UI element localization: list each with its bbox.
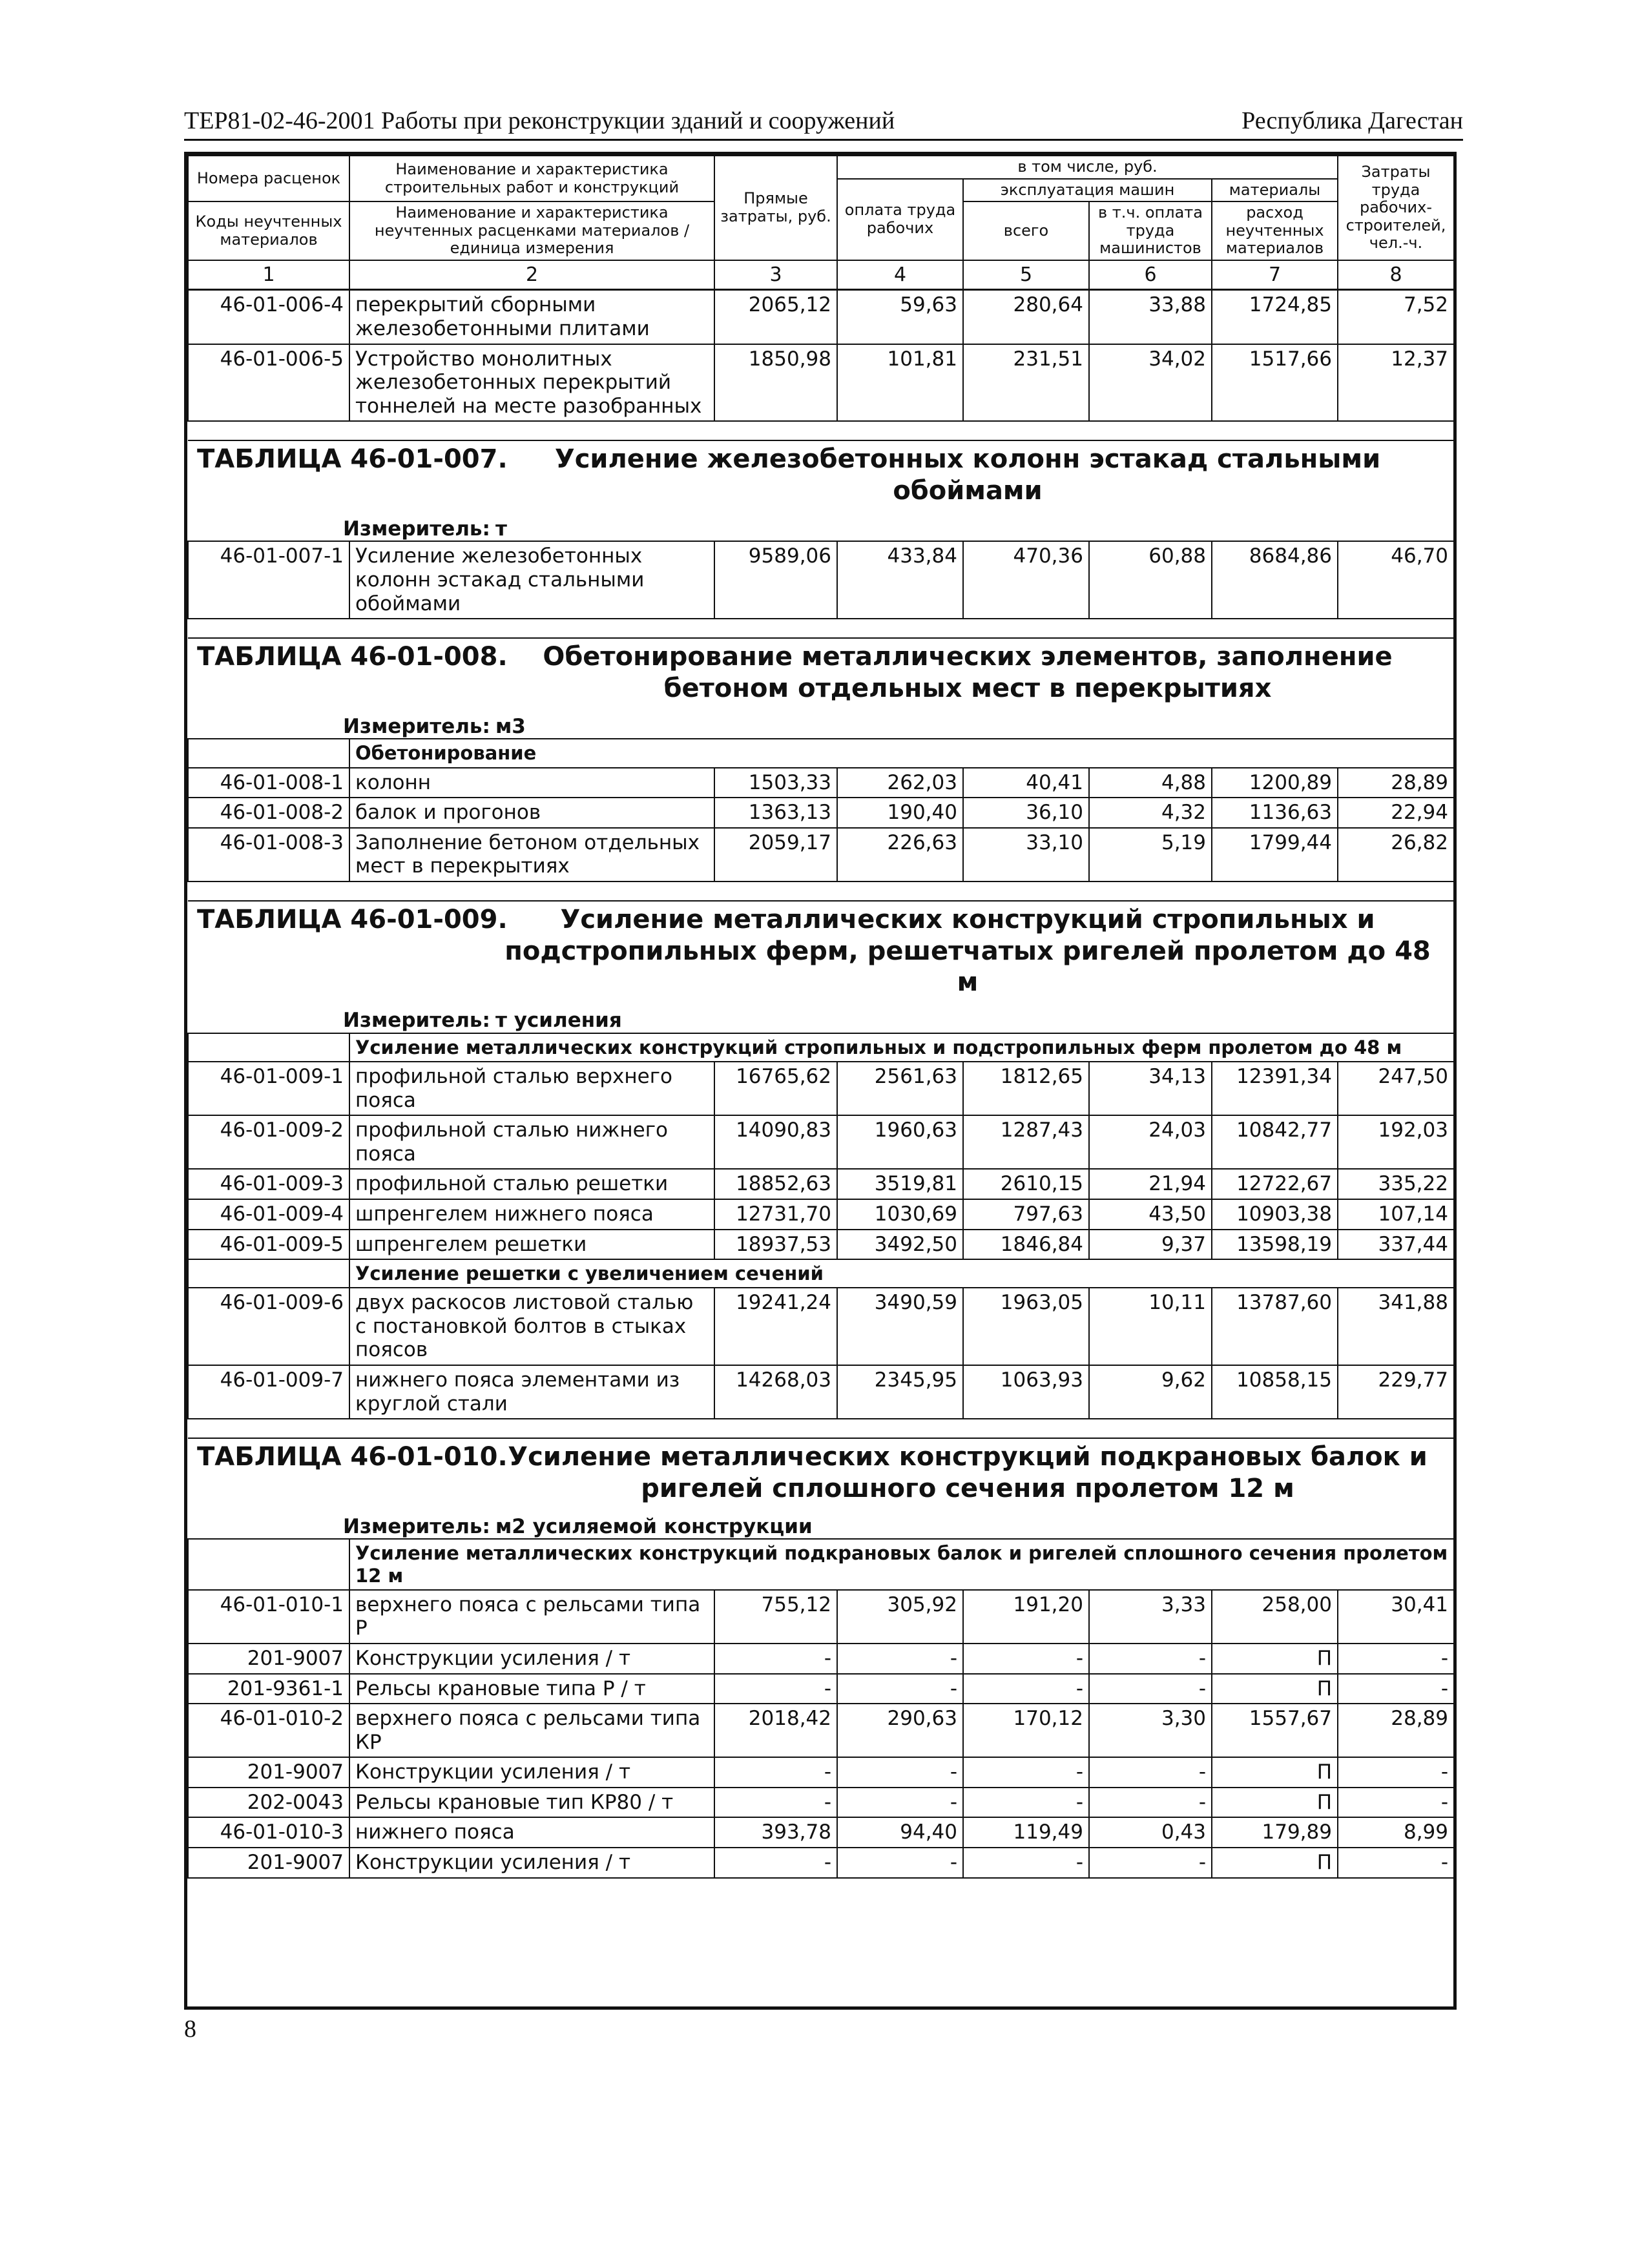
column-number: 1 bbox=[188, 260, 349, 290]
table-title-row bbox=[188, 638, 1454, 739]
cost-value: 1287,43 bbox=[963, 1115, 1089, 1169]
cost-value: - bbox=[837, 1788, 963, 1818]
table-row bbox=[188, 541, 1454, 619]
cost-value: 9,37 bbox=[1089, 1230, 1212, 1260]
header-col2-bottom: Наименование и характеристика неучтенных расценками материалов / единица измерения bbox=[349, 201, 714, 260]
cost-value: 433,84 bbox=[837, 541, 963, 619]
cost-value: - bbox=[837, 1674, 963, 1704]
cost-value: 36,10 bbox=[963, 798, 1089, 828]
cost-value: 40,41 bbox=[963, 768, 1089, 798]
cost-value: 190,40 bbox=[837, 798, 963, 828]
spacer-row bbox=[188, 881, 1454, 901]
cost-value: 16765,62 bbox=[714, 1062, 837, 1115]
cost-value: 119,49 bbox=[963, 1817, 1089, 1848]
header-col2-top: Наименование и характеристика строительных работ и конструкций bbox=[349, 156, 714, 201]
rate-code: 46-01-006-5 bbox=[188, 344, 349, 422]
cost-value: - bbox=[1089, 1788, 1212, 1818]
cost-value: 1030,69 bbox=[837, 1199, 963, 1230]
cost-value: 0,43 bbox=[1089, 1817, 1212, 1848]
cost-value: - bbox=[714, 1674, 837, 1704]
subsection-heading: Обетонирование bbox=[349, 739, 1454, 767]
cost-value: 2610,15 bbox=[963, 1169, 1089, 1199]
cost-value: 3,30 bbox=[1089, 1704, 1212, 1757]
cost-value: 191,20 bbox=[963, 1590, 1089, 1644]
subsection-heading: Усиление решетки с увеличением сечений bbox=[349, 1259, 1454, 1288]
cost-value: 5,19 bbox=[1089, 828, 1212, 881]
header-group: в том числе, руб. bbox=[837, 156, 1338, 179]
table-row bbox=[188, 798, 1454, 828]
column-number: 7 bbox=[1212, 260, 1338, 290]
cost-value: 107,14 bbox=[1338, 1199, 1454, 1230]
cost-value: 4,88 bbox=[1089, 768, 1212, 798]
cost-value: 3,33 bbox=[1089, 1590, 1212, 1644]
page-number: 8 bbox=[184, 2015, 196, 2043]
cost-value: 2561,63 bbox=[837, 1062, 963, 1115]
table-number: ТАБЛИЦА 46-01-007. bbox=[197, 444, 508, 475]
table-row bbox=[188, 1115, 1454, 1169]
rate-name: нижнего пояса элементами из круглой стали bbox=[349, 1365, 714, 1419]
rate-code: 46-01-010-3 bbox=[188, 1817, 349, 1848]
column-number: 8 bbox=[1338, 260, 1454, 290]
cost-value: 10858,15 bbox=[1212, 1365, 1338, 1419]
cost-value: 1136,63 bbox=[1212, 798, 1338, 828]
cost-value: - bbox=[714, 1644, 837, 1674]
cost-value: 8,99 bbox=[1338, 1817, 1454, 1848]
rate-code: 201-9007 bbox=[188, 1757, 349, 1788]
rate-code: 46-01-006-4 bbox=[188, 290, 349, 344]
cost-value: 46,70 bbox=[1338, 541, 1454, 619]
column-number: 4 bbox=[837, 260, 963, 290]
table-row bbox=[188, 1848, 1454, 1878]
subsection-blank bbox=[188, 1033, 349, 1062]
measure-label: Измеритель: bbox=[343, 714, 490, 738]
rates-table bbox=[187, 155, 1455, 1879]
cost-value: 9589,06 bbox=[714, 541, 837, 619]
cost-value: 290,63 bbox=[837, 1704, 963, 1757]
column-number: 6 bbox=[1089, 260, 1212, 290]
cost-value: - bbox=[963, 1848, 1089, 1878]
cost-value: 247,50 bbox=[1338, 1062, 1454, 1115]
cost-value: 1503,33 bbox=[714, 768, 837, 798]
table-title bbox=[188, 444, 1454, 507]
rate-code: 46-01-008-1 bbox=[188, 768, 349, 798]
cost-value: 10903,38 bbox=[1212, 1199, 1338, 1230]
header-col7: расход неучтенных материалов bbox=[1212, 201, 1338, 260]
header-materials: материалы bbox=[1212, 179, 1338, 202]
cost-value: 226,63 bbox=[837, 828, 963, 881]
cost-value: 335,22 bbox=[1338, 1169, 1454, 1199]
rate-name: Конструкции усиления / т bbox=[349, 1757, 714, 1788]
cost-value: - bbox=[714, 1788, 837, 1818]
cost-value: 101,81 bbox=[837, 344, 963, 422]
measure-unit bbox=[188, 998, 1454, 1033]
cost-value: 755,12 bbox=[714, 1590, 837, 1644]
cost-value: 1363,13 bbox=[714, 798, 837, 828]
cost-value: - bbox=[1089, 1674, 1212, 1704]
running-head bbox=[184, 107, 1463, 141]
header-machines: эксплуатация машин bbox=[963, 179, 1212, 202]
cost-value: П bbox=[1212, 1757, 1338, 1788]
cost-value: 470,36 bbox=[963, 541, 1089, 619]
cost-value: 13598,19 bbox=[1212, 1230, 1338, 1260]
cost-value: 33,10 bbox=[963, 828, 1089, 881]
header-col6: в т.ч. оплата труда машинистов bbox=[1089, 201, 1212, 260]
cost-value: 1846,84 bbox=[963, 1230, 1089, 1260]
cost-value: П bbox=[1212, 1674, 1338, 1704]
cost-value: - bbox=[1338, 1788, 1454, 1818]
cost-value: - bbox=[714, 1757, 837, 1788]
cost-value: 34,02 bbox=[1089, 344, 1212, 422]
measure-label: Измеритель: bbox=[343, 1514, 490, 1538]
table-row bbox=[188, 1817, 1454, 1848]
cost-value: 1960,63 bbox=[837, 1115, 963, 1169]
cost-value: 24,03 bbox=[1089, 1115, 1212, 1169]
subsection-heading: Усиление металлических конструкций стропильных и подстропильных ферм пролетом до 48 м bbox=[349, 1033, 1454, 1062]
cost-value: 33,88 bbox=[1089, 290, 1212, 344]
table-row bbox=[188, 1062, 1454, 1115]
table-number: ТАБЛИЦА 46-01-008. bbox=[197, 642, 508, 672]
cost-value: 231,51 bbox=[963, 344, 1089, 422]
cost-value: 3492,50 bbox=[837, 1230, 963, 1260]
header-row bbox=[188, 156, 1454, 179]
cost-value: 3519,81 bbox=[837, 1169, 963, 1199]
cost-value: 18852,63 bbox=[714, 1169, 837, 1199]
cost-value: 30,41 bbox=[1338, 1590, 1454, 1644]
cost-value: - bbox=[714, 1848, 837, 1878]
table-title-cell bbox=[188, 901, 1454, 1033]
table-number: ТАБЛИЦА 46-01-009. bbox=[197, 904, 508, 934]
cost-value: 12,37 bbox=[1338, 344, 1454, 422]
cost-value: 10842,77 bbox=[1212, 1115, 1338, 1169]
spacer-row bbox=[188, 1419, 1454, 1438]
subsection-row bbox=[188, 739, 1454, 767]
cost-value: 1963,05 bbox=[963, 1288, 1089, 1365]
cost-value: 94,40 bbox=[837, 1817, 963, 1848]
rate-name: шпренгелем решетки bbox=[349, 1230, 714, 1260]
cost-value: 10,11 bbox=[1089, 1288, 1212, 1365]
rate-code: 201-9007 bbox=[188, 1644, 349, 1674]
rate-code: 46-01-008-2 bbox=[188, 798, 349, 828]
rate-name: профильной сталью верхнего пояса bbox=[349, 1062, 714, 1115]
table-row bbox=[188, 1169, 1454, 1199]
table-title-row bbox=[188, 440, 1454, 541]
subsection-blank bbox=[188, 739, 349, 767]
cost-value: 192,03 bbox=[1338, 1115, 1454, 1169]
cost-value: 1850,98 bbox=[714, 344, 837, 422]
table-row bbox=[188, 1590, 1454, 1644]
rate-code: 46-01-009-4 bbox=[188, 1199, 349, 1230]
cost-value: 4,32 bbox=[1089, 798, 1212, 828]
table-title-cell bbox=[188, 638, 1454, 739]
spacer bbox=[188, 619, 1454, 638]
measure-value: м3 bbox=[495, 714, 526, 738]
table-row bbox=[188, 1230, 1454, 1260]
measure-unit bbox=[188, 507, 1454, 541]
cost-value: - bbox=[837, 1644, 963, 1674]
rate-code: 201-9361-1 bbox=[188, 1674, 349, 1704]
cost-value: 26,82 bbox=[1338, 828, 1454, 881]
cost-value: - bbox=[963, 1757, 1089, 1788]
rate-code: 202-0043 bbox=[188, 1788, 349, 1818]
cost-value: 337,44 bbox=[1338, 1230, 1454, 1260]
table-title bbox=[188, 1441, 1454, 1505]
running-head-title: ТЕР81-02-46-2001 Работы при реконструкции зданий и сооружений bbox=[184, 107, 895, 134]
spacer bbox=[188, 421, 1454, 440]
table-title-row bbox=[188, 901, 1454, 1033]
table-row bbox=[188, 1644, 1454, 1674]
spacer bbox=[188, 1419, 1454, 1438]
header-col4: оплата труда рабочих bbox=[837, 179, 963, 260]
table-heading: Усиление железобетонных колонн эстакад стальными обоймами bbox=[554, 444, 1381, 506]
cost-value: 9,62 bbox=[1089, 1365, 1212, 1419]
table-row bbox=[188, 828, 1454, 881]
cost-value: 1557,67 bbox=[1212, 1704, 1338, 1757]
cost-value: 14268,03 bbox=[714, 1365, 837, 1419]
cost-value: - bbox=[963, 1788, 1089, 1818]
cost-value: 28,89 bbox=[1338, 768, 1454, 798]
cost-value: - bbox=[837, 1848, 963, 1878]
rate-code: 46-01-009-2 bbox=[188, 1115, 349, 1169]
rate-code: 46-01-010-1 bbox=[188, 1590, 349, 1644]
rate-name: Заполнение бетоном отдельных мест в перекрытиях bbox=[349, 828, 714, 881]
column-number: 2 bbox=[349, 260, 714, 290]
cost-value: 1799,44 bbox=[1212, 828, 1338, 881]
cost-value: 8684,86 bbox=[1212, 541, 1338, 619]
cost-value: 22,94 bbox=[1338, 798, 1454, 828]
rate-name: балок и прогонов bbox=[349, 798, 714, 828]
cost-value: 12731,70 bbox=[714, 1199, 837, 1230]
table-title bbox=[188, 904, 1454, 998]
cost-value: 2345,95 bbox=[837, 1365, 963, 1419]
cost-value: 1812,65 bbox=[963, 1062, 1089, 1115]
cost-value: 12391,34 bbox=[1212, 1062, 1338, 1115]
subsection-heading: Усиление металлических конструкций подкрановых балок и ригелей сплошного сечения пролетом 12 м bbox=[349, 1539, 1454, 1589]
table-title-row bbox=[188, 1438, 1454, 1539]
rate-name: Рельсы крановые тип КР80 / т bbox=[349, 1788, 714, 1818]
spacer-row bbox=[188, 619, 1454, 638]
rate-name: колонн bbox=[349, 768, 714, 798]
running-head-region: Республика Дагестан bbox=[1241, 107, 1463, 134]
rate-name: Усиление железобетонных колонн эстакад стальными обоймами bbox=[349, 541, 714, 619]
cost-value: - bbox=[1089, 1848, 1212, 1878]
cost-value: 43,50 bbox=[1089, 1199, 1212, 1230]
rate-name: Рельсы крановые типа Р / т bbox=[349, 1674, 714, 1704]
header-col3: Прямые затраты, руб. bbox=[714, 156, 837, 260]
cost-value: 18937,53 bbox=[714, 1230, 837, 1260]
cost-value: 1063,93 bbox=[963, 1365, 1089, 1419]
table-row bbox=[188, 1365, 1454, 1419]
cost-value: - bbox=[1338, 1674, 1454, 1704]
rate-name: Устройство монолитных железобетонных перекрытий тоннелей на месте разобранных bbox=[349, 344, 714, 422]
cost-value: 2018,42 bbox=[714, 1704, 837, 1757]
measure-value: м2 усиляемой конструкции bbox=[495, 1514, 813, 1538]
table-row bbox=[188, 1674, 1454, 1704]
cost-value: 60,88 bbox=[1089, 541, 1212, 619]
cost-value: 3490,59 bbox=[837, 1288, 963, 1365]
cost-value: - bbox=[963, 1674, 1089, 1704]
rate-code: 46-01-007-1 bbox=[188, 541, 349, 619]
cost-value: - bbox=[1089, 1757, 1212, 1788]
cost-value: 229,77 bbox=[1338, 1365, 1454, 1419]
cost-value: 393,78 bbox=[714, 1817, 837, 1848]
cost-value: 12722,67 bbox=[1212, 1169, 1338, 1199]
cost-value: 59,63 bbox=[837, 290, 963, 344]
rate-code: 46-01-009-3 bbox=[188, 1169, 349, 1199]
cost-value: - bbox=[963, 1644, 1089, 1674]
cost-value: - bbox=[1338, 1757, 1454, 1788]
table-number: ТАБЛИЦА 46-01-010. bbox=[197, 1442, 508, 1472]
header-col1-bottom: Коды неучтенных материалов bbox=[188, 201, 349, 260]
cost-value: 2065,12 bbox=[714, 290, 837, 344]
measure-unit bbox=[188, 705, 1454, 739]
rate-code: 46-01-009-6 bbox=[188, 1288, 349, 1365]
rate-name: верхнего пояса с рельсами типа Р bbox=[349, 1590, 714, 1644]
rate-code: 201-9007 bbox=[188, 1848, 349, 1878]
table-row bbox=[188, 1704, 1454, 1757]
cost-value: 28,89 bbox=[1338, 1704, 1454, 1757]
subsection-blank bbox=[188, 1539, 349, 1589]
table-row bbox=[188, 1757, 1454, 1788]
rate-code: 46-01-009-5 bbox=[188, 1230, 349, 1260]
cost-value: - bbox=[1338, 1644, 1454, 1674]
cost-value: 2059,17 bbox=[714, 828, 837, 881]
measure-value: т усиления bbox=[495, 1009, 622, 1033]
cost-value: 13787,60 bbox=[1212, 1288, 1338, 1365]
cost-value: 1200,89 bbox=[1212, 768, 1338, 798]
cost-value: 34,13 bbox=[1089, 1062, 1212, 1115]
column-numbers-row bbox=[188, 260, 1454, 290]
subsection-row bbox=[188, 1033, 1454, 1062]
rate-name: профильной сталью нижнего пояса bbox=[349, 1115, 714, 1169]
rate-code: 46-01-010-2 bbox=[188, 1704, 349, 1757]
column-number: 3 bbox=[714, 260, 837, 290]
cost-value: 170,12 bbox=[963, 1704, 1089, 1757]
table-title-cell bbox=[188, 1438, 1454, 1539]
rate-name: профильной сталью решетки bbox=[349, 1169, 714, 1199]
cost-value: 1517,66 bbox=[1212, 344, 1338, 422]
measure-value: т bbox=[495, 517, 507, 541]
subsection-row bbox=[188, 1259, 1454, 1288]
cost-value: 341,88 bbox=[1338, 1288, 1454, 1365]
rate-name: Конструкции усиления / т bbox=[349, 1644, 714, 1674]
table-row bbox=[188, 1788, 1454, 1818]
header-col5: всего bbox=[963, 201, 1089, 260]
cost-value: 19241,24 bbox=[714, 1288, 837, 1365]
cost-value: 262,03 bbox=[837, 768, 963, 798]
spacer-row bbox=[188, 421, 1454, 440]
table-title bbox=[188, 641, 1454, 705]
table-heading: Усиление металлических конструкций стропильных и подстропильных ферм, решетчатых ригелей пролетом до 48 м bbox=[504, 904, 1431, 998]
cost-value: 21,94 bbox=[1089, 1169, 1212, 1199]
subsection-row bbox=[188, 1539, 1454, 1589]
cost-value: - bbox=[1338, 1848, 1454, 1878]
rate-code: 46-01-009-1 bbox=[188, 1062, 349, 1115]
rate-name: перекрытий сборными железобетонными плитами bbox=[349, 290, 714, 344]
rate-code: 46-01-008-3 bbox=[188, 828, 349, 881]
cost-value: - bbox=[1089, 1644, 1212, 1674]
cost-value: - bbox=[837, 1757, 963, 1788]
rate-name: верхнего пояса с рельсами типа КР bbox=[349, 1704, 714, 1757]
rate-name: шпренгелем нижнего пояса bbox=[349, 1199, 714, 1230]
subsection-blank bbox=[188, 1259, 349, 1288]
cost-value: 258,00 bbox=[1212, 1590, 1338, 1644]
measure-unit bbox=[188, 1505, 1454, 1539]
table-heading: Обетонирование металлических элементов, заполнение бетоном отдельных мест в перекрытиях bbox=[543, 642, 1393, 703]
measure-label: Измеритель: bbox=[343, 1009, 490, 1033]
table-row bbox=[188, 1288, 1454, 1365]
cost-value: 179,89 bbox=[1212, 1817, 1338, 1848]
measure-label: Измеритель: bbox=[343, 517, 490, 541]
header-col8: Затраты труда рабочих-строителей, чел.-ч. bbox=[1338, 156, 1454, 260]
table-row bbox=[188, 768, 1454, 798]
column-number: 5 bbox=[963, 260, 1089, 290]
cost-value: 14090,83 bbox=[714, 1115, 837, 1169]
rate-name: двух раскосов листовой сталью с постановкой болтов в стыках поясов bbox=[349, 1288, 714, 1365]
table-row bbox=[188, 1199, 1454, 1230]
cost-value: П bbox=[1212, 1788, 1338, 1818]
cost-value: 7,52 bbox=[1338, 290, 1454, 344]
cost-value: 1724,85 bbox=[1212, 290, 1338, 344]
table-heading: Усиление металлических конструкций подкрановых балок и ригелей сплошного сечения пролетом 12 м bbox=[508, 1442, 1428, 1503]
spacer bbox=[188, 881, 1454, 901]
header-col1-top: Номера расценок bbox=[188, 156, 349, 201]
table-row bbox=[188, 290, 1454, 344]
rate-code: 46-01-009-7 bbox=[188, 1365, 349, 1419]
rate-name: нижнего пояса bbox=[349, 1817, 714, 1848]
rate-name: Конструкции усиления / т bbox=[349, 1848, 714, 1878]
table-row bbox=[188, 344, 1454, 422]
cost-value: П bbox=[1212, 1848, 1338, 1878]
cost-value: 797,63 bbox=[963, 1199, 1089, 1230]
cost-value: П bbox=[1212, 1644, 1338, 1674]
cost-value: 305,92 bbox=[837, 1590, 963, 1644]
table-title-cell bbox=[188, 440, 1454, 541]
cost-value: 280,64 bbox=[963, 290, 1089, 344]
